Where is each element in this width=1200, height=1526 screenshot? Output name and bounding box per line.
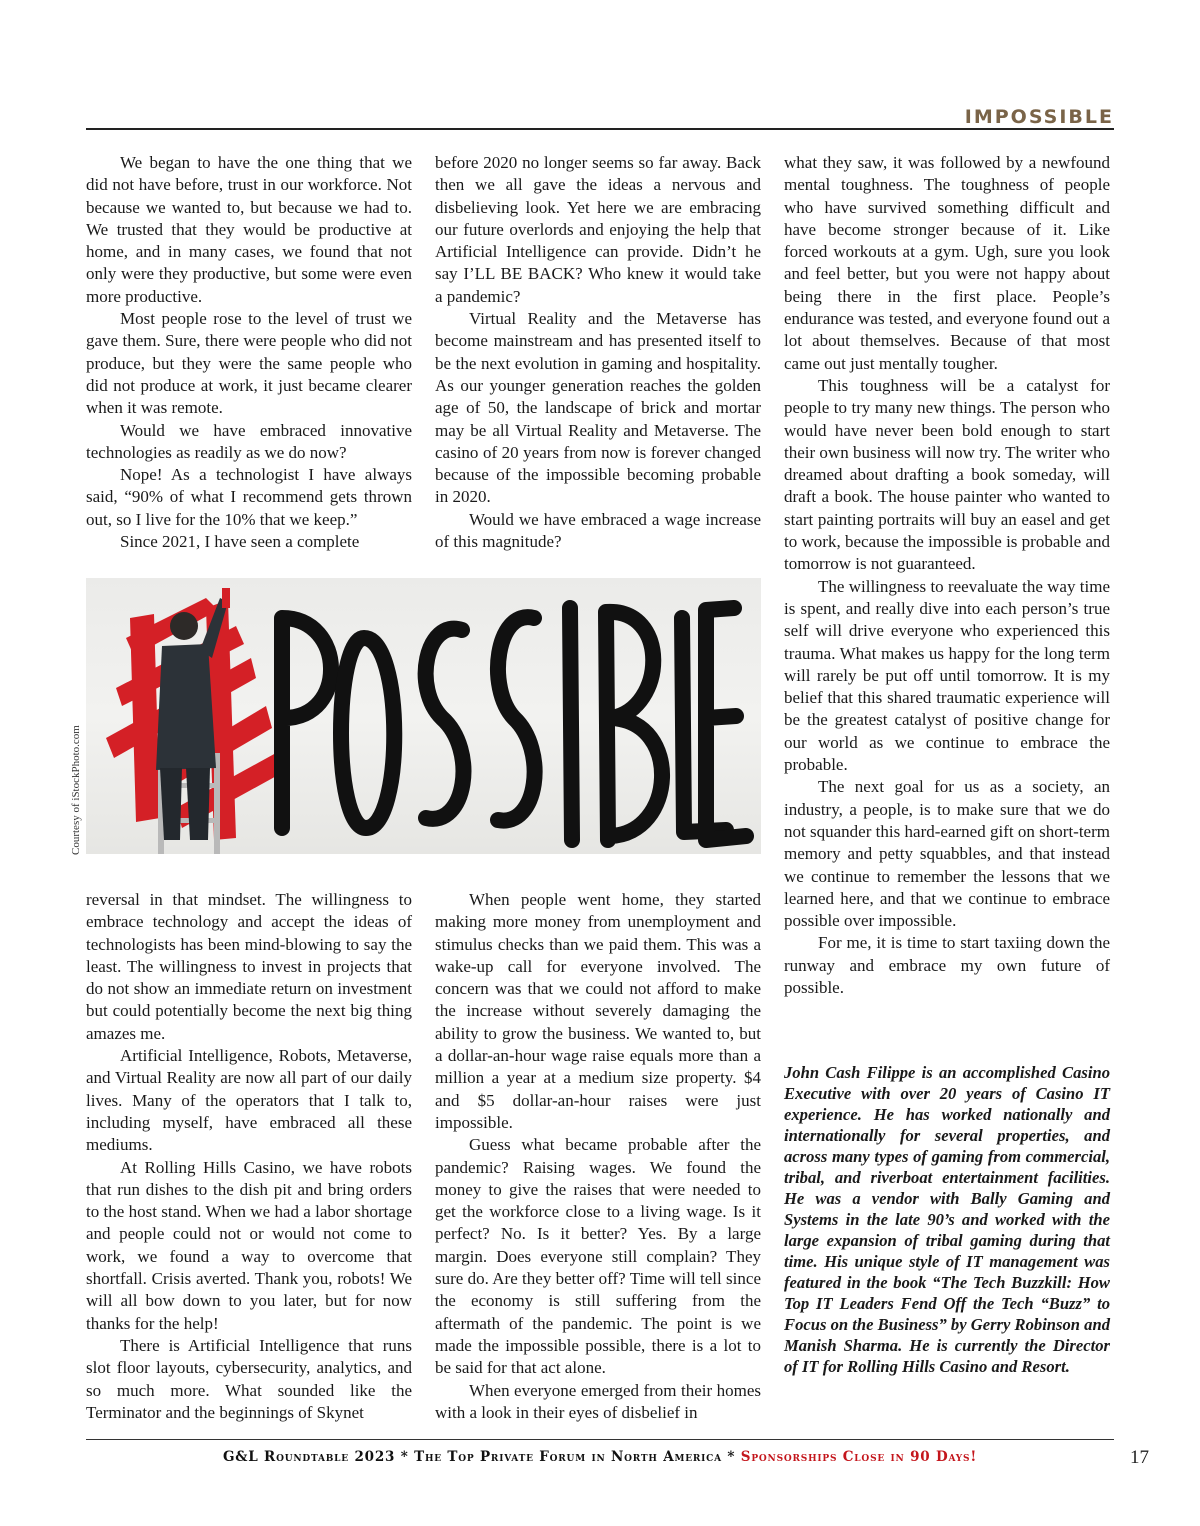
paragraph: When everyone emerged from their homes with a look in their eyes of disbelief in: [435, 1380, 761, 1422]
column-2-bottom: [435, 889, 761, 1424]
paragraph: what they saw, it was followed by a newfound mental toughness. The toughness of people who have survived something difficult and have become stronger because of it. Like forced workouts at a gym. Ugh, sure you look and feel better, but you were not happy about being there in the first place. People’s endurance was tested, and everyone found out a lot about themselves. Because of that most came out just mentally tougher.: [784, 153, 1110, 373]
column-1-top: [86, 152, 412, 553]
paragraph: At Rolling Hills Casino, we have robots that run dishes to the dish pit and bring orders to the host stand. When we had a labor shortage and people could not or would not come to work, we found a way to overcome that shortfall. Crisis averted. Thank you, robots! We will all bow down to you later, but for now thanks for the help!: [86, 1157, 412, 1333]
possible-illustration: [86, 578, 761, 854]
footer-highlight: Sponsorships Close in 90 Days!: [740, 1449, 978, 1465]
footer-text: G&L Roundtable 2023 * The Top Private Forum in North America *: [222, 1449, 741, 1465]
column-2-top: [435, 152, 761, 553]
column-3: [784, 152, 1110, 999]
paragraph: This toughness will be a catalyst for people to try many new things. The person who would have never been bold enough to start their own business will now try. The writer who dreamed about drafting a book someday, will draft a book. The house painter who wanted to start painting portraits will buy an easel and get to work, because the impossible is probable and tomorrow is not guaranteed.: [784, 375, 1110, 574]
footer-banner: [86, 1449, 1114, 1465]
paragraph: Guess what became probable after the pandemic? Raising wages. We found the money to give the raises that were needed to get the workforce close to a living wage. Is it perfect? No. Is it better? Yes. By a large margin. Does everyone still complain? They sure do. Are they better off? Time will tell since the economy is still suffering from the aftermath of the pandemic. The point is we made the impossible possible, there is a lot to be said for that act alone.: [435, 1135, 761, 1378]
paragraph: Virtual Reality and the Metaverse has become mainstream and has presented itself to be the next evolution in gaming and hospitality. As our younger generation reaches the golden age of 50, the landscape of brick and mortar may be all Virtual Reality and Metaverse. The casino of 20 years from now is forever changed because of the impossible becoming probable in 2020.: [435, 309, 761, 507]
paragraph: Since 2021, I have seen a complete: [120, 532, 360, 552]
section-label: IMPOSSIBLE: [964, 106, 1114, 128]
paragraph: before 2020 no longer seems so far away. Back then we all gave the ideas a nervous and disbelieving look. Yet here we are embracing our future overlords and enjoying the help that Artificial Intelligence can provide. Didn’t he say I’LL BE BACK? Who knew it would take a pandemic?: [435, 153, 761, 306]
page-number: 17: [1130, 1447, 1149, 1468]
paragraph: Most people rose to the level of trust we gave them. Sure, there were people who did not produce, but they were the same people who did not produce at work, it just became clearer when it was remote.: [86, 309, 412, 418]
painted-letters: [282, 608, 746, 840]
paragraph: The willingness to reevaluate the way time is spent, and really dive into each person’s true self will drive everyone who experienced this trauma. What makes us happy for the long term will rarely be put off until tomorrow. It is my belief that this shared traumatic experience will be the greatest catalyst of positive change for our world as we continue to embrace the probable.: [784, 576, 1110, 775]
column-1-bottom: [86, 889, 412, 1424]
impossible-photo: [86, 578, 761, 854]
photo-credit: Courtesy of iStockPhoto.com: [70, 725, 82, 855]
paragraph: For me, it is time to start taxiing down the runway and embrace my own future of possible.: [784, 933, 1110, 997]
paragraph: Would we have embraced a wage increase of this magnitude?: [435, 509, 761, 552]
paragraph: There is Artificial Intelligence that runs slot floor layouts, cybersecurity, analytics, and so much more. What sounded like the Terminator and the beginnings of Skynet: [86, 1335, 412, 1422]
header-rule: [86, 128, 1114, 130]
paragraph: The next goal for us as a society, an industry, a people, is to make sure that we do not squander this hard-earned gift on short-term memory and petty squabbles, and that instead we continue to remember the lessons that we learned here, and that we continue to embrace possible over impossible.: [784, 777, 1110, 931]
paragraph: We began to have the one thing that we did not have before, trust in our workforce. Not because we wanted to, but because we had to. We trusted that they would be productive at home, and in many cases, we found that not only were they productive, but some were even more productive.: [86, 153, 412, 306]
footer-rule: [86, 1439, 1114, 1440]
paragraph: Nope! As a technologist I have always said, “90% of what I recommend gets thrown out, so I live for the 10% that we keep.”: [86, 465, 412, 529]
author-bio: John Cash Filippe is an accomplished Casino Executive with over 20 years of Casino IT experience. He has worked nationally and internationally for several properties, and across many types of gaming from commercial, tribal, and riverboat entertainment facilities. He was a vendor with Bally Gaming and Systems in the late 90’s and worked with the large expansion of tribal gaming during that time. His unique style of IT management was featured in the book “The Tech Buzzkill: How Top IT Leaders Fend Off the Tech “Buzz” to Focus on the Business” by Gerry Robinson and Manish Sharma. He is currently the Director of IT for Rolling Hills Casino and Resort.: [784, 1063, 1110, 1376]
paragraph: Artificial Intelligence, Robots, Metaverse, and Virtual Reality are now all part of our daily lives. Many of the operators that I talk to, including myself, have embraced all these mediums.: [86, 1046, 412, 1155]
paragraph: Would we have embraced innovative technologies as readily as we do now?: [86, 420, 412, 462]
paragraph: reversal in that mindset. The willingness to embrace technology and accept the ideas of technologists has been mind-blowing to say the least. The willingness to invest in projects that do not show an immediate return on investment but could potentially become the next big thing amazes me.: [86, 890, 412, 1043]
paragraph: When people went home, they started making more money from unemployment and stimulus checks than we paid them. This was a wake-up call for everyone involved. The concern was that we could not afford to make the increase without severely damaging the ability to grow the business. We wanted to, but a dollar-an-hour wage raise equals more than a million a year at a medium size property. $4 and $5 dollar-an-hour raises were just impossible.: [435, 890, 761, 1132]
